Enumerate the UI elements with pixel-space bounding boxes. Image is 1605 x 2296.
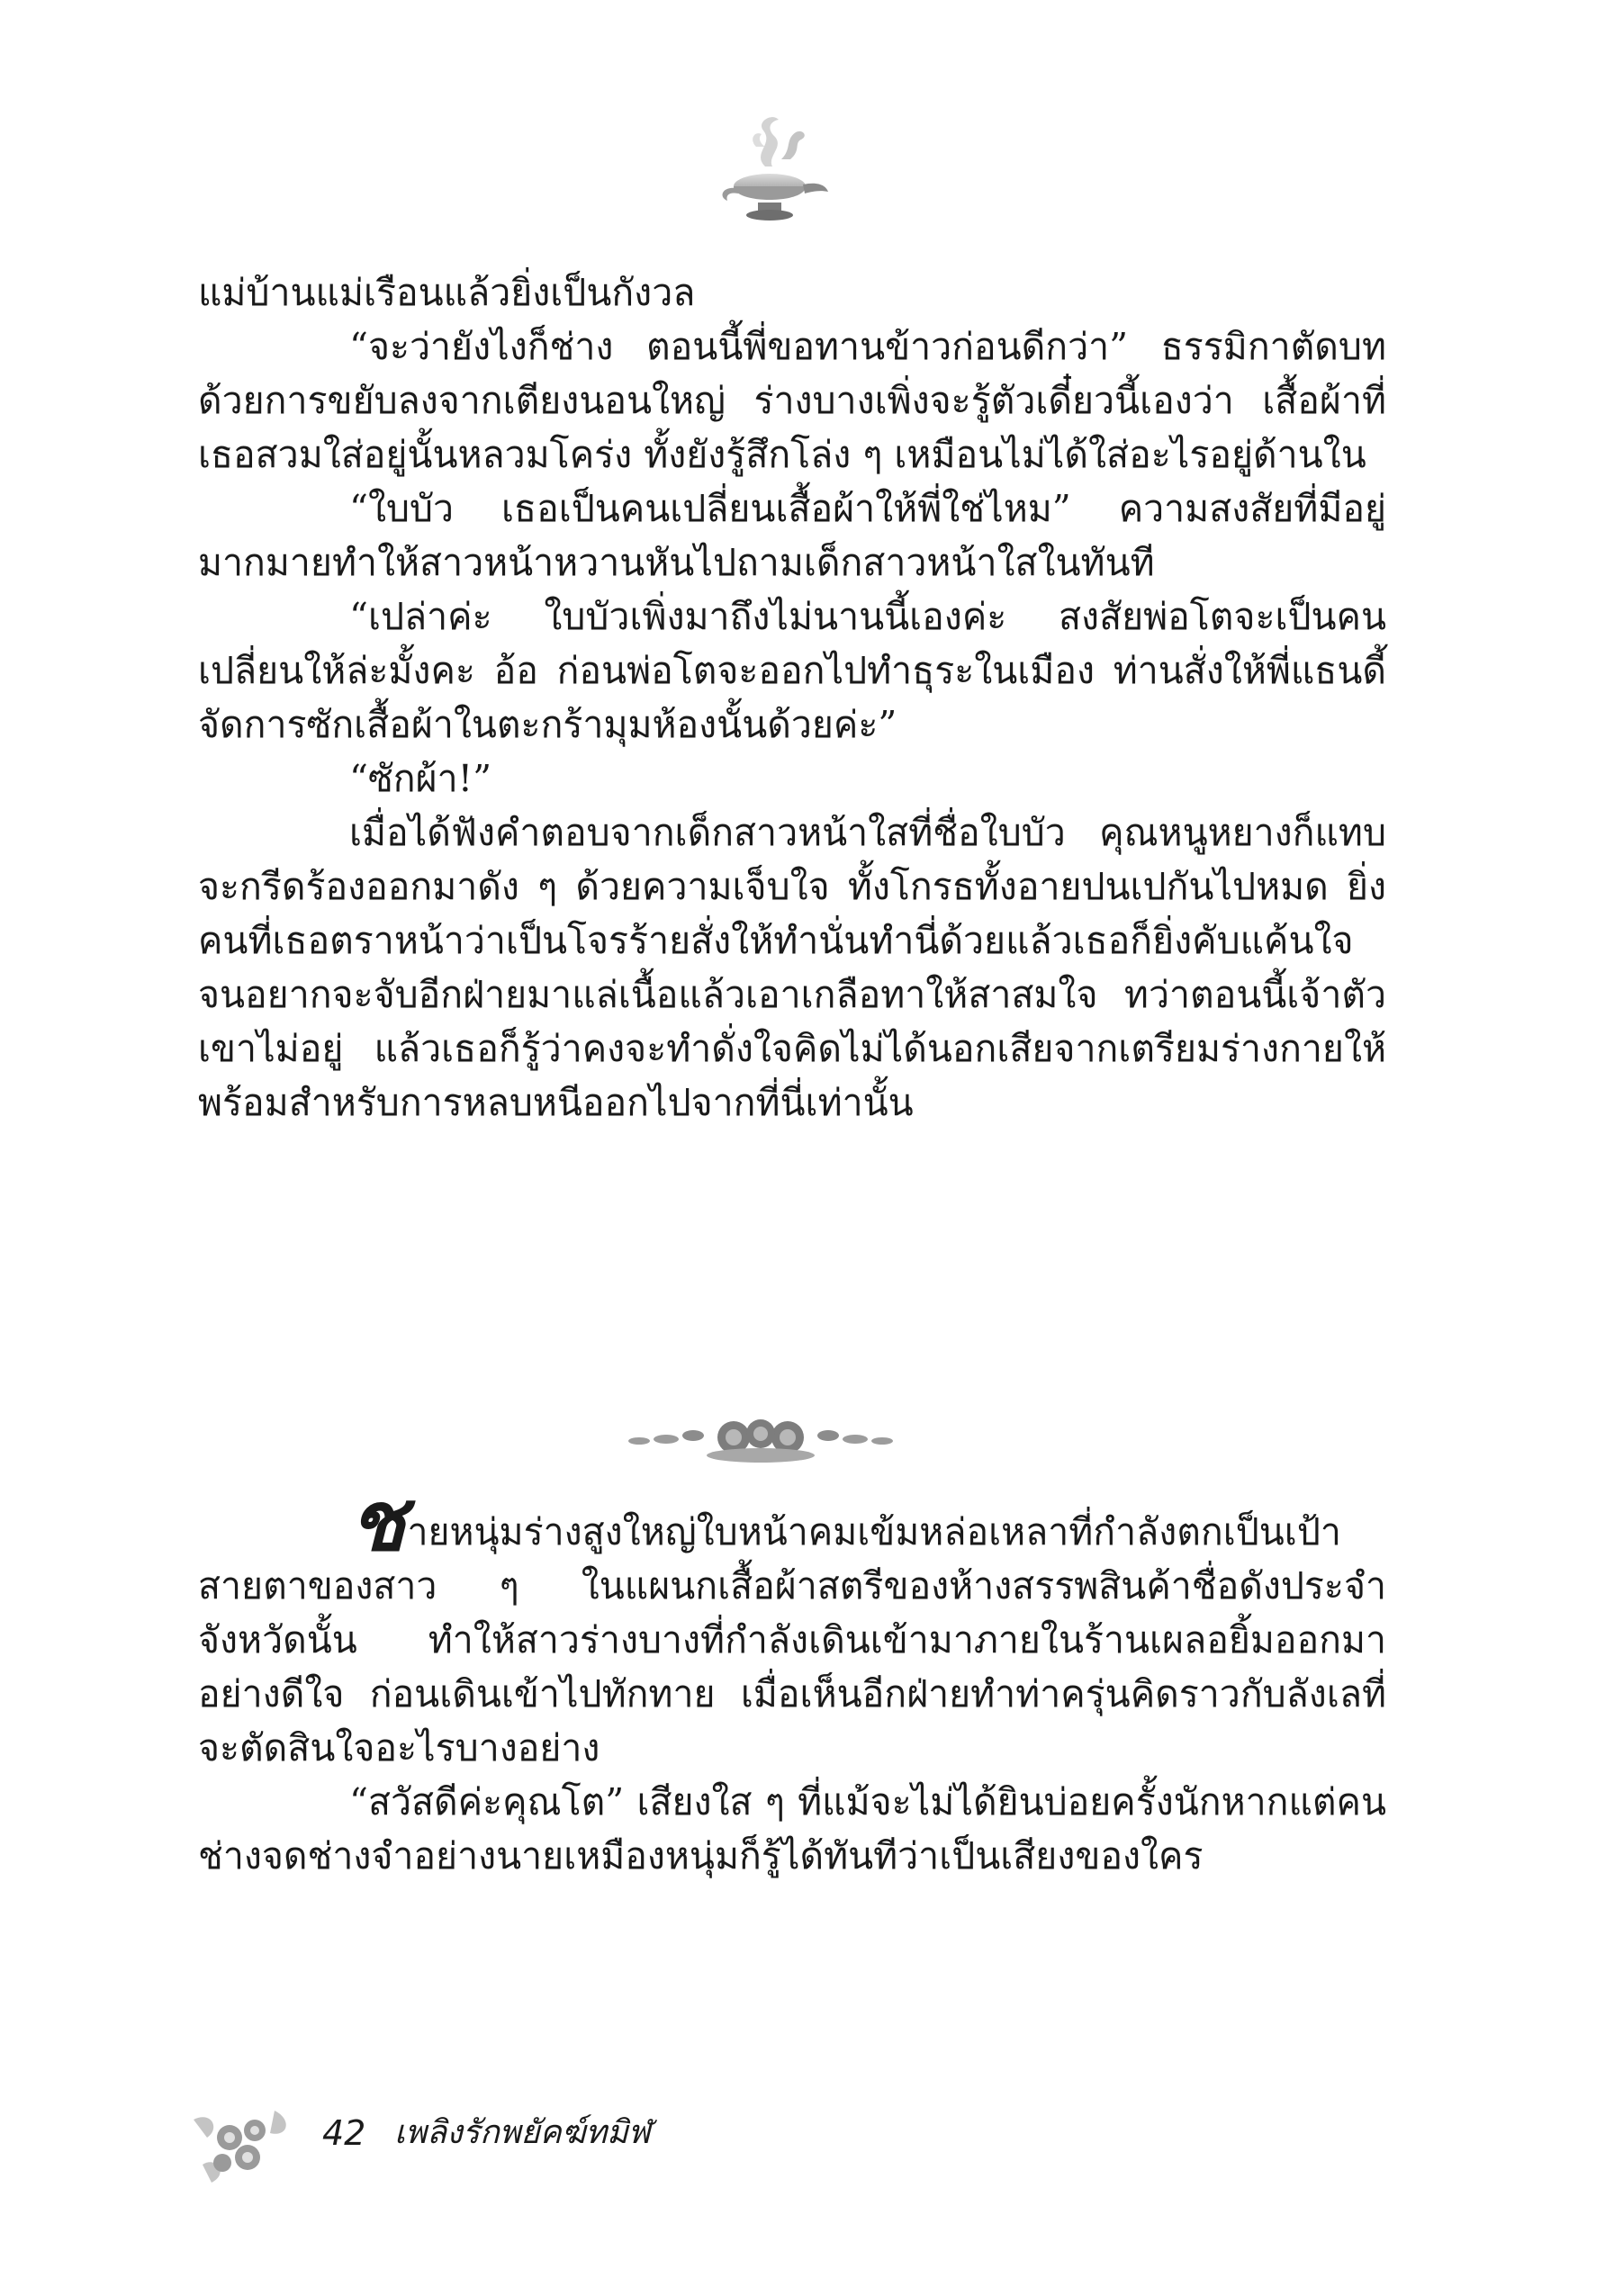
section-1-text — [198, 266, 1386, 1130]
drop-cap: ช — [349, 1472, 406, 1570]
paragraph: เมื่อได้ฟังคำตอบจากเด็กสาวหน้าใสที่ชื่อใบบัว คุณหนูหยางก็แทบจะกรีดร้องออกมาดัง ๆ ด้วยความเจ็บใจ ทั้งโกรธทั้งอายปนเปกันไปหมด ยิ่งคนที่เธอตราหน้าว่าเป็นโจรร้ายสั่งให้ทำนั่นทำนี่ด้วยแล้วเธอก็ยิ่งคับแค้นใจจนอยากจะจับอีกฝ่ายมาแล่เนื้อแล้วเอาเกลือทาให้สาสมใจ ทว่าตอนนี้เจ้าตัวเขาไม่อยู่ แล้วเธอก็รู้ว่าคงจะทำดั่งใจคิดไม่ได้นอกเสียจากเตรียมร่างกายให้พร้อมสำหรับการหลบหนีออกไปจากที่นี่เท่านั้น — [198, 811, 1386, 1124]
book-title: เพลิงรักพยัคฆ์ทมิฬ — [394, 2114, 651, 2151]
paragraph-with-dropcap — [198, 1472, 1386, 1775]
paragraph: “จะว่ายังไงก็ช่าง ตอนนี้พี่ขอทานข้าวก่อนดีกว่า” ธรรมิกาตัดบทด้วยการขยับลงจากเตียงนอนใหญ่ ร่างบางเพิ่งจะรู้ตัวเดี๋ยวนี้เองว่า เสื้อผ้าที่เธอสวมใส่อยู่นั้นหลวมโคร่ง ทั้งยังรู้สึกโล่ง ๆ เหมือนไม่ได้ใส่อะไรอยู่ด้านใน — [198, 325, 1386, 476]
paragraph-rest: ายหนุ่มร่างสูงใหญ่ใบหน้าคมเข้มหล่อเหลาที่กำลังตกเป็นเป้าสายตาของสาว ๆ ในแผนกเสื้อผ้าสตรีของห้างสรรพสินค้าชื่อดังประจำจังหวัดนั้น ทำให้สาวร่างบางที่กำลังเดินเข้ามาภายในร้านเผลอยิ้มออกมาอย่างดีใจ ก่อนเดินเข้าไปทักทาย เมื่อเห็นอีกฝ่ายทำท่าครุ่นคิดราวกับลังเลที่จะตัดสินใจอะไรบางอย่าง — [198, 1510, 1386, 1769]
paragraph: “สวัสดีค่ะคุณโต” เสียงใส ๆ ที่แม้จะไม่ได้ยินบ่อยครั้งนักหากแต่คนช่างจดช่างจำอย่างนายเหมืองหนุ่มก็รู้ได้ทันทีว่าเป็นเสียงของใคร — [198, 1780, 1386, 1877]
paragraph: “ใบบัว เธอเป็นคนเปลี่ยนเสื้อผ้าให้พี่ใช่ไหม” ความสงสัยที่มีอยู่มากมายทำให้สาวหน้าหวานหันไปถามเด็กสาวหน้าใสในทันที — [198, 487, 1386, 584]
flower-bouquet-icon — [185, 2093, 302, 2192]
section-2-text — [198, 1472, 1386, 1883]
paragraph: “ซักผ้า!” — [349, 757, 492, 800]
floral-divider-icon — [612, 1409, 909, 1472]
oil-lamp-icon — [702, 104, 837, 239]
page-number: 42 — [322, 2113, 366, 2153]
paragraph: “เปล่าค่ะ ใบบัวเพิ่งมาถึงไม่นานนี้เองค่ะ สงสัยพ่อโตจะเป็นคนเปลี่ยนให้ล่ะมั้งคะ อ้อ ก่อนพ่อโตจะออกไปทำธุระในเมือง ท่านสั่งให้พี่แธนดี้จัดการซักเสื้อผ้าในตะกร้ามุมห้องนั้นด้วยค่ะ” — [198, 595, 1386, 746]
paragraph: แม่บ้านแม่เรือนแล้วยิ่งเป็นกังวล — [198, 271, 696, 314]
